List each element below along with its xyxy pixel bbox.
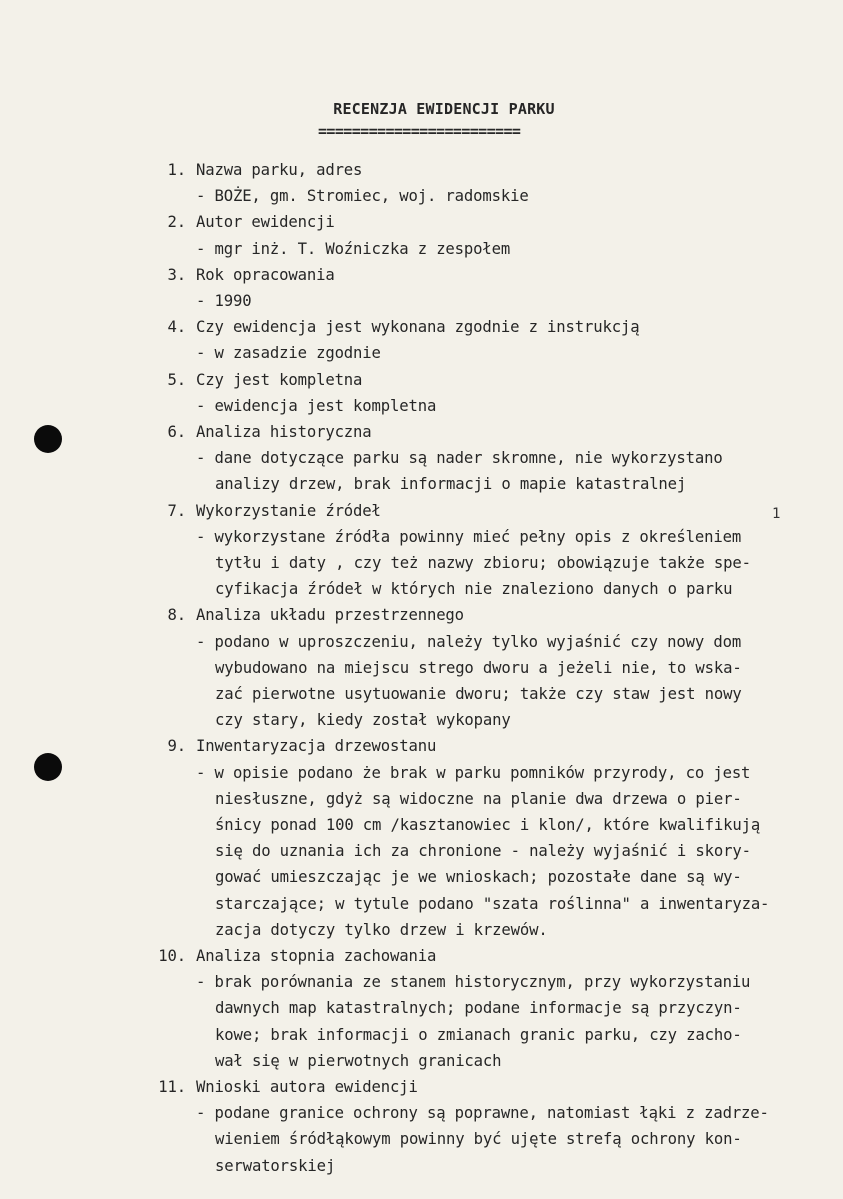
item-body-line: tytłu i daty , czy też nazwy zbioru; obowiązuje także spe-: [215, 554, 751, 572]
item-body-line: kowe; brak informacji o zmianach granic parku, czy zacho-: [215, 1025, 742, 1044]
item-number: 11.: [158, 1078, 186, 1096]
item-heading: Czy jest kompletna: [196, 370, 363, 389]
item-number: 7.: [167, 501, 186, 520]
item-body-line: - podano w uproszczeniu, należy tylko wyjaśnić czy nowy dom: [196, 632, 742, 651]
title-underline: ========================: [318, 122, 521, 140]
item-heading: Rok opracowania: [196, 265, 335, 284]
item-number: 4.: [167, 318, 186, 337]
punch-hole: [34, 753, 62, 781]
item-heading: Inwentaryzacja drzewostanu: [196, 737, 437, 756]
item-body-line: - ewidencja jest kompletna: [196, 396, 437, 415]
item-body-line: - podane granice ochrony są poprawne, natomiast łąki z zadrze-: [196, 1104, 769, 1123]
item-heading: Wnioski autora ewidencji: [196, 1078, 418, 1096]
item-body-line: - mgr inż. T. Woźniczka z zespołem: [196, 239, 511, 258]
item-heading: Analiza historyczna: [196, 423, 372, 441]
item-number: 8.: [167, 606, 186, 625]
item-number: 3.: [167, 265, 186, 284]
item-body-line: - wykorzystane źródła powinny mieć pełny opis z określeniem: [196, 527, 742, 546]
item-body-line: wybudowano na miejscu strego dworu a jeżeli nie, to wska-: [215, 658, 742, 677]
item-heading: Autor ewidencji: [196, 213, 335, 232]
item-number: 9.: [167, 737, 186, 756]
item-body-line: czy stary, kiedy został wykopany: [215, 711, 511, 730]
item-heading: Analiza stopnia zachowania: [196, 947, 437, 965]
item-body-line: gować umieszczając je we wnioskach; pozostałe dane są wy-: [215, 868, 742, 887]
item-body-line: wał się w pierwotnych granicach: [215, 1051, 502, 1070]
item-body-line: zać pierwotne usytuowanie dworu; także czy staw jest nowy: [215, 685, 742, 703]
item-number: 5.: [167, 370, 186, 389]
item-body-line: - w opisie podano że brak w parku pomników przyrody, co jest: [196, 763, 751, 782]
item-body-line: - dane dotyczące parku są nader skromne, nie wykorzystano: [196, 449, 723, 468]
item-body-line: - w zasadzie zgodnie: [196, 344, 381, 363]
document-title: RECENZJA EWIDENCJI PARKU: [333, 100, 555, 118]
item-number: 2.: [167, 213, 186, 232]
item-body-line: dawnych map katastralnych; podane informacje są przyczyn-: [215, 999, 742, 1018]
item-number: 6.: [167, 423, 186, 441]
item-body-line: wieniem śródłąkowym powinny być ujęte strefą ochrony kon-: [215, 1130, 742, 1149]
item-heading: Czy ewidencja jest wykonana zgodnie z instrukcją: [196, 318, 640, 337]
item-body-line: serwatorskiej: [215, 1156, 336, 1175]
item-body-line: analizy drzew, brak informacji o mapie katastralnej: [215, 475, 687, 494]
item-body-line: zacja dotyczy tylko drzew i krzewów.: [215, 920, 548, 939]
item-body-line: - brak porównania ze stanem historycznym, przy wykorzystaniu: [196, 973, 751, 992]
margin-mark: 1: [772, 506, 781, 522]
item-body-line: cyfikacja źródeł w których nie znaleziono danych o parku: [215, 580, 733, 599]
item-heading: Wykorzystanie źródeł: [196, 501, 381, 520]
item-body-line: - 1990: [196, 292, 252, 310]
item-body-line: starczające; w tytule podano "szata roślinna" a inwentaryza-: [215, 894, 770, 913]
item-heading: Analiza układu przestrzennego: [196, 606, 464, 625]
item-body-line: niesłuszne, gdyż są widoczne na planie dwa drzewa o pier-: [215, 789, 742, 808]
item-body-line: - BOŻE, gm. Stromiec, woj. radomskie: [196, 187, 529, 206]
item-body-line: śnicy ponad 100 cm /kasztanowiec i klon/, które kwalifikują: [215, 816, 761, 834]
item-number: 1.: [167, 161, 186, 179]
item-heading: Nazwa parku, adres: [196, 161, 363, 179]
item-number: 10.: [158, 947, 186, 965]
item-body-line: się do uznania ich za chronione - należy wyjaśnić i skory-: [215, 842, 751, 861]
